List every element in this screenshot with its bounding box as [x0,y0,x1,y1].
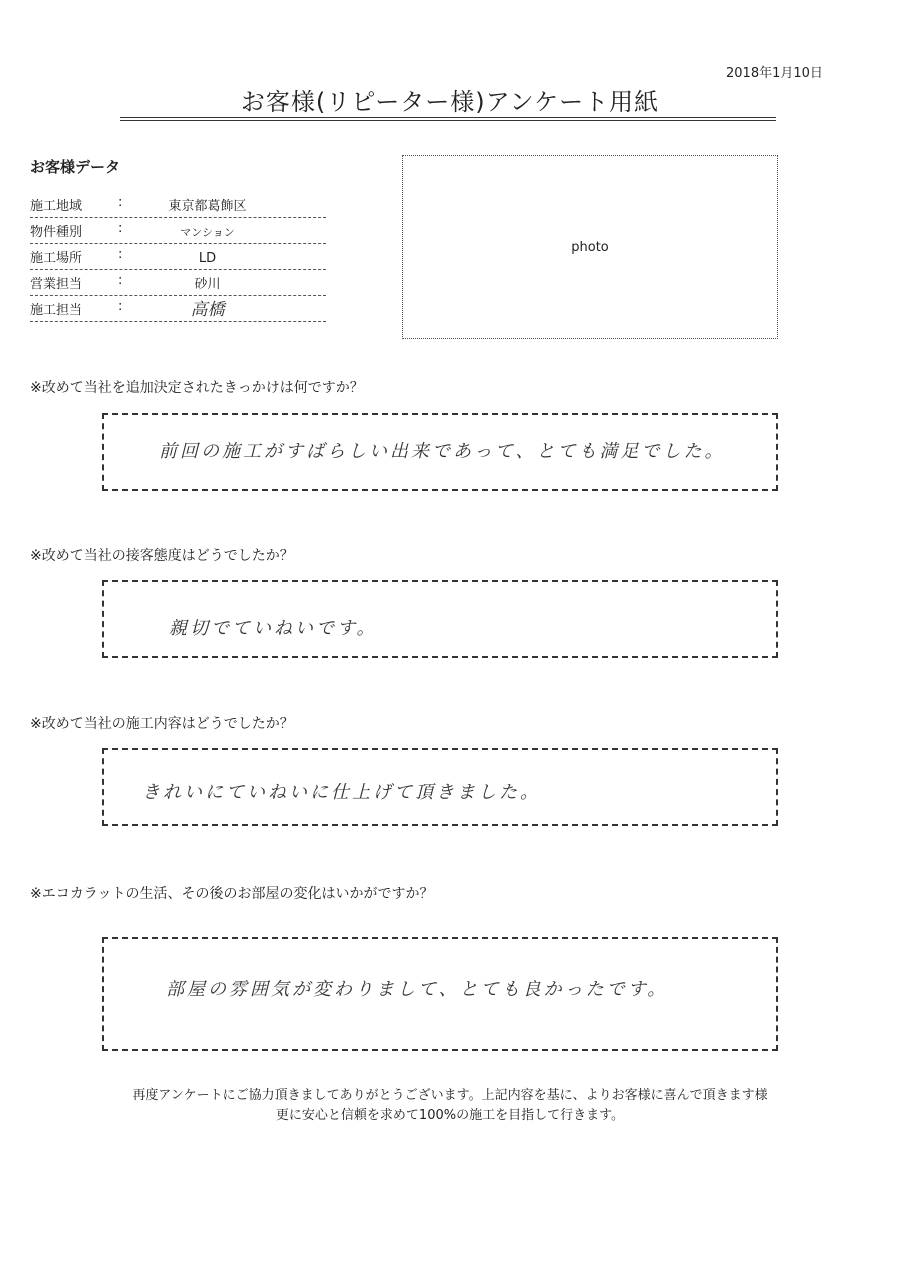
answer-3-handwritten: きれいにていねいに仕上げて頂きました。 [142,782,541,803]
row-value-handwritten: 高橋 [190,300,225,320]
title-underline [120,117,776,121]
customer-row-property-type [30,218,326,244]
answer-box-2 [102,580,778,658]
row-value: LD [198,251,217,266]
answer-box-1 [102,413,778,491]
answer-box-4 [102,937,778,1051]
customer-row-location [30,244,326,270]
row-label: 施工担当 : [30,299,82,318]
row-value: 砂川 [194,277,221,292]
customer-row-sales-rep [30,270,326,296]
row-value: 東京都葛飾区 [168,199,247,214]
footer-line-1: 再度アンケートにご協力頂きましてありがとうございます。上記内容を基に、よりお客様に喜んで頂きます様 [132,1088,768,1103]
answer-1-handwritten: 前回の施工がすばらしい出来であって、とても満足でした。 [159,441,726,462]
customer-row-area [30,192,326,218]
row-label: 営業担当 : [30,273,82,292]
answer-box-3 [102,748,778,826]
photo-placeholder [402,155,778,339]
row-label: 施工場所 : [30,247,82,266]
footer-message [0,1086,900,1126]
customer-data-heading: お客様データ [30,158,121,176]
answer-4-handwritten: 部屋の雰囲気が変わりまして、とても良かったです。 [166,979,669,1000]
question-1: ※改めて当社を追加決定されたきっかけは何ですか？ [30,380,364,396]
customer-row-installer [30,296,326,322]
question-2: ※改めて当社の接客態度はどうでしたか？ [30,548,294,564]
row-label: 物件種別 : [30,221,82,240]
row-label: 施工地域 : [30,195,82,214]
photo-label: photo [571,240,609,255]
question-3: ※改めて当社の施工内容はどうでしたか？ [30,716,294,732]
page-title: お客様(リピーター様)アンケート用紙 [240,88,660,116]
row-value: マンション [180,226,235,239]
question-4: ※エコカラットの生活、その後のお部屋の変化はいかがですか？ [30,886,434,902]
survey-date: 2018年1月10日 [726,66,823,81]
answer-2-handwritten: 親切でていねいです。 [169,618,378,639]
footer-line-2: 更に安心と信頼を求めて100%の施工を目指して行きます。 [275,1108,625,1123]
